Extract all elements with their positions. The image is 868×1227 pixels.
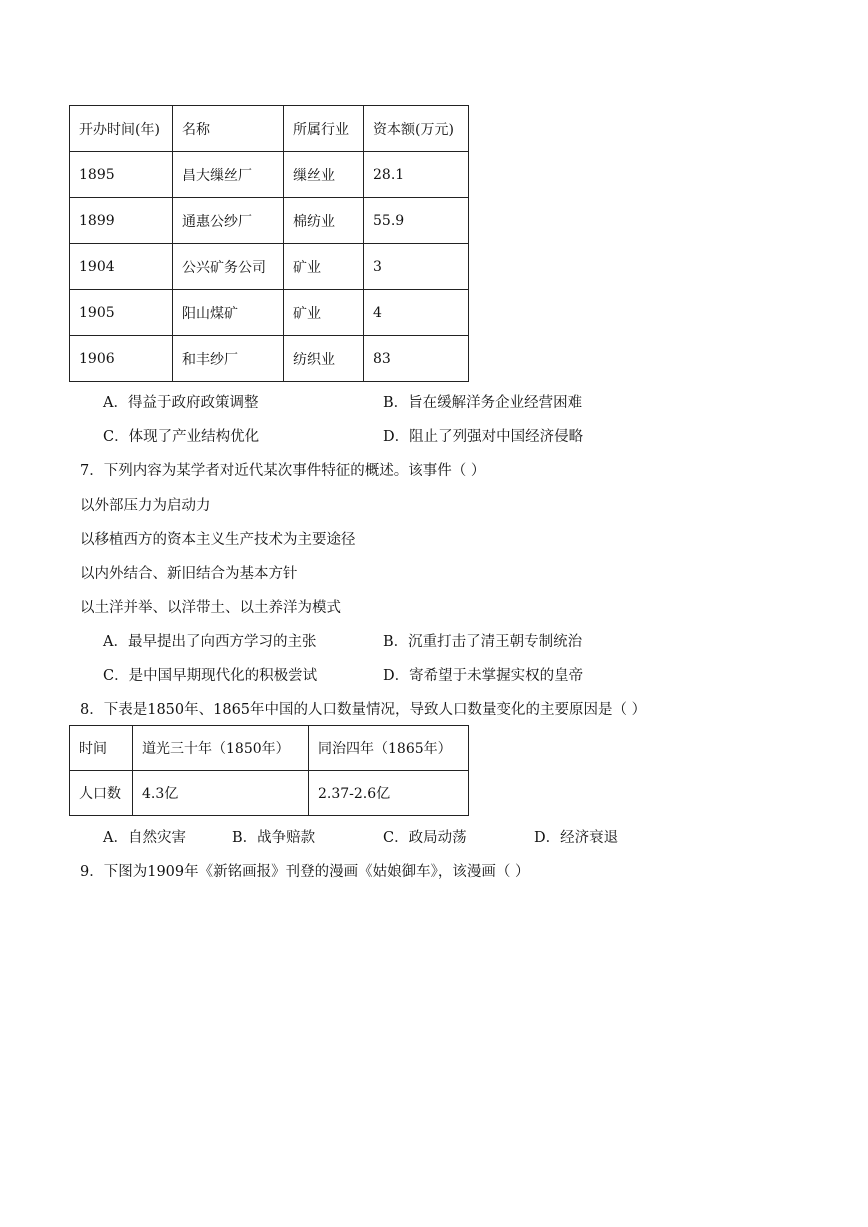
table-cell: 棉纺业 <box>284 198 364 244</box>
q7-feature-line: 以外部压力为启动力 <box>80 498 211 514</box>
table-row <box>70 244 469 290</box>
q6-option-a[interactable]: A．得益于政府政策调整 <box>103 395 259 411</box>
table-header-cell: 同治四年（1865年） <box>309 726 469 771</box>
table-cell: 纺织业 <box>284 336 364 382</box>
q8-option-b[interactable]: B．战争赔款 <box>232 830 316 846</box>
q7-option-c[interactable]: C．是中国早期现代化的积极尝试 <box>103 668 318 684</box>
population-table <box>69 725 469 816</box>
table-row <box>70 198 469 244</box>
table-cell: 和丰纱厂 <box>173 336 284 382</box>
table-cell: 83 <box>364 336 469 382</box>
table-header-cell: 开办时间(年) <box>70 106 173 152</box>
table-cell: 1906 <box>70 336 173 382</box>
table-row <box>70 336 469 382</box>
q6-option-b[interactable]: B．旨在缓解洋务企业经营困难 <box>383 395 583 411</box>
q7-option-d[interactable]: D．寄希望于未掌握实权的皇帝 <box>383 668 584 684</box>
table-cell: 矿业 <box>284 244 364 290</box>
table-cell: 28.1 <box>364 152 469 198</box>
q7-option-b[interactable]: B．沉重打击了清王朝专制统治 <box>383 634 583 650</box>
table-cell: 矿业 <box>284 290 364 336</box>
table-cell: 4.3亿 <box>133 771 309 816</box>
table-cell: 1895 <box>70 152 173 198</box>
table-row <box>70 771 469 816</box>
table-cell: 通惠公纱厂 <box>173 198 284 244</box>
table-cell: 1904 <box>70 244 173 290</box>
table-cell: 4 <box>364 290 469 336</box>
q7-stem: 7．下列内容为某学者对近代某次事件特征的概述。该事件（ ） <box>80 463 486 479</box>
q7-feature-line: 以土洋并举、以洋带土、以土养洋为模式 <box>80 600 341 616</box>
table-header-cell: 资本额(万元) <box>364 106 469 152</box>
q8-option-d[interactable]: D．经济衰退 <box>534 830 619 846</box>
table-cell: 1905 <box>70 290 173 336</box>
q7-option-a[interactable]: A．最早提出了向西方学习的主张 <box>103 634 317 650</box>
table-header-cell: 时间 <box>70 726 133 771</box>
q8-option-a[interactable]: A．自然灾害 <box>103 830 186 846</box>
q7-feature-line: 以内外结合、新旧结合为基本方针 <box>80 566 298 582</box>
table-cell: 人口数 <box>70 771 133 816</box>
table-row <box>70 152 469 198</box>
enterprise-table <box>69 105 469 382</box>
table-header-cell: 所属行业 <box>284 106 364 152</box>
table-header-row <box>70 106 469 152</box>
table-cell: 55.9 <box>364 198 469 244</box>
table-header-cell: 道光三十年（1850年） <box>133 726 309 771</box>
table-cell: 3 <box>364 244 469 290</box>
table-header-row <box>70 726 469 771</box>
q8-stem: 8．下表是1850年、1865年中国的人口数量情况，导致人口数量变化的主要原因是（ ） <box>80 702 647 718</box>
table-header-cell: 名称 <box>173 106 284 152</box>
table-cell: 2.37-2.6亿 <box>309 771 469 816</box>
table-cell: 1899 <box>70 198 173 244</box>
table-cell: 公兴矿务公司 <box>173 244 284 290</box>
q7-feature-line: 以移植西方的资本主义生产技术为主要途径 <box>80 532 356 548</box>
q6-option-c[interactable]: C．体现了产业结构优化 <box>103 429 260 445</box>
table-cell: 缫丝业 <box>284 152 364 198</box>
table-cell: 昌大缫丝厂 <box>173 152 284 198</box>
q9-stem: 9．下图为1909年《新铭画报》刊登的漫画《姑娘御车》，该漫画（ ） <box>80 864 530 880</box>
table-cell: 阳山煤矿 <box>173 290 284 336</box>
q6-option-d[interactable]: D．阻止了列强对中国经济侵略 <box>383 429 584 445</box>
q8-option-c[interactable]: C．政局动荡 <box>383 830 467 846</box>
table-row <box>70 290 469 336</box>
